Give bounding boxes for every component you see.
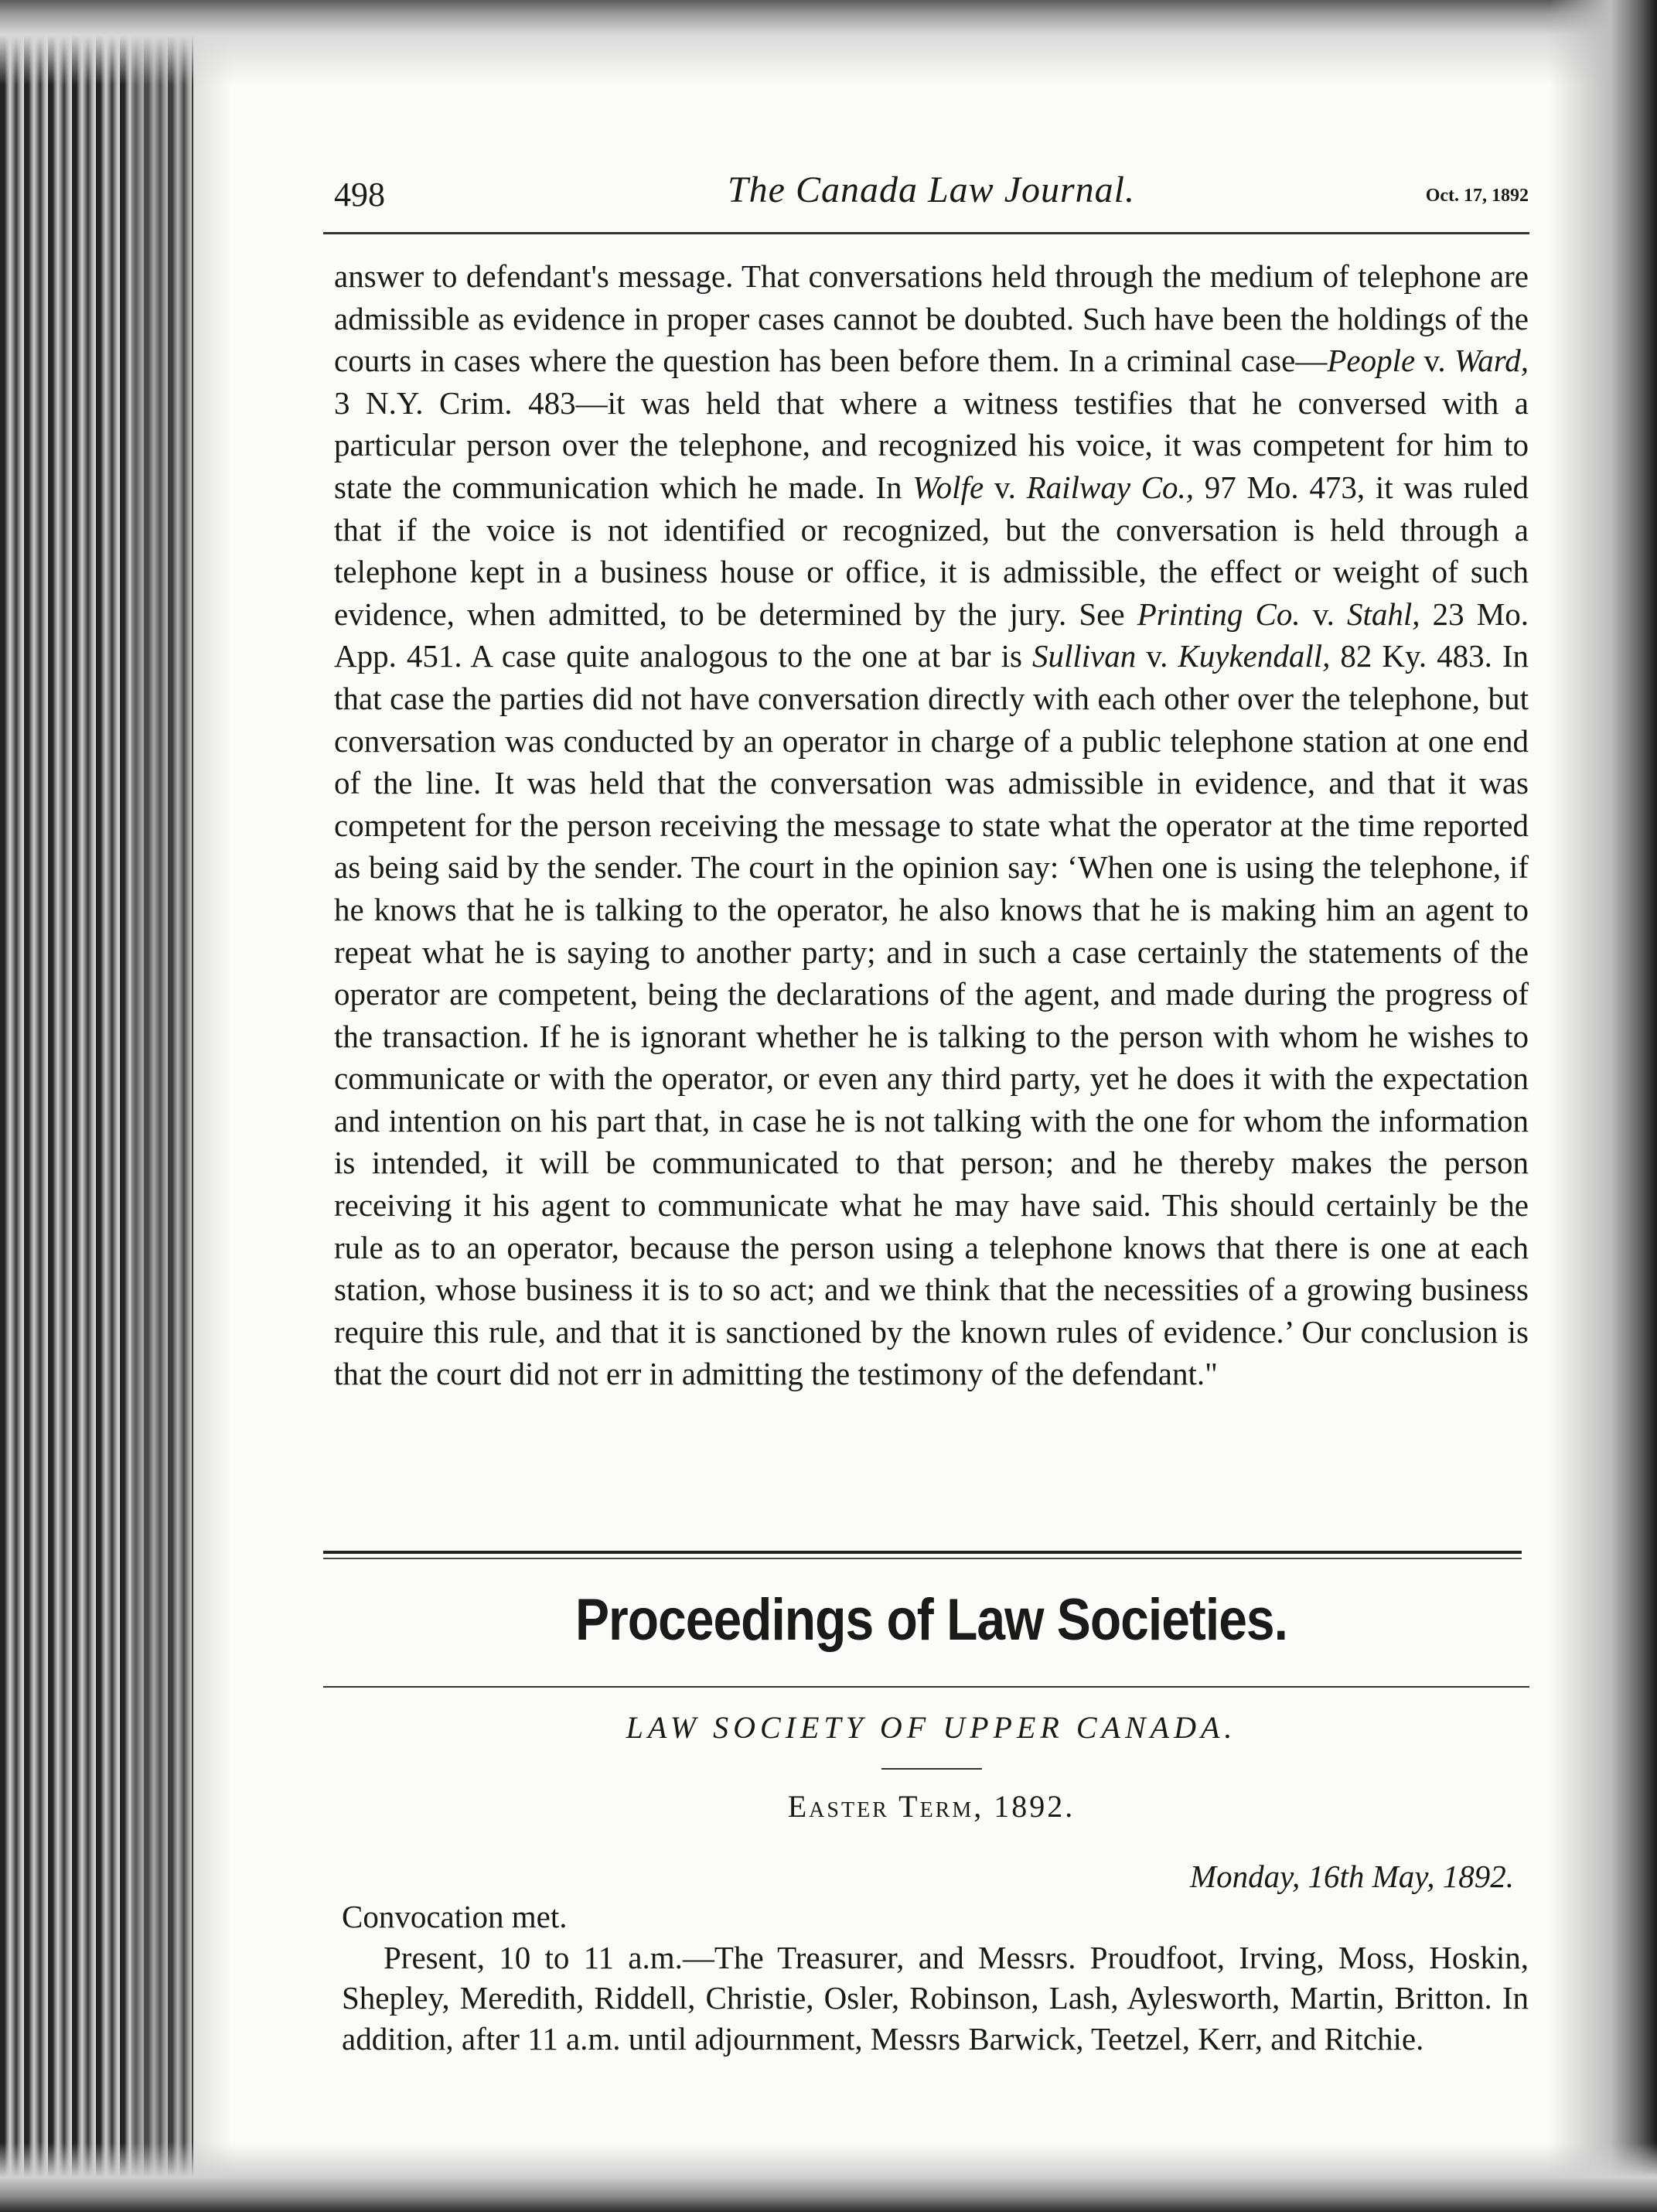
article-text: v. <box>1415 343 1454 379</box>
journal-title: The Canada Law Journal. <box>727 169 1136 210</box>
term-heading: Easter Term, 1892. <box>787 1789 1076 1824</box>
article-text: v. <box>1136 638 1178 674</box>
top-scan-edge <box>0 0 1657 85</box>
article-text: 82 Ky. 483. In that case the parties did not have conversation directly with each other over the telephone, but conversation was conducted by an operator in charge of a public telephone station at one end of the line. It was held that the conversation was admissible in evidence, and that it was competent for the person receiving the message to state what the operator at the time reported as being said by the sender. The court in the opinion say: ‘When one is using the telephone, if he knows that he is talking to the operator, he also knows that he is making him an agent to repeat what he is saying to another party; and in such a case certainly the statements of the operator are competent, being the declarations of the agent, and made during the progress of the transaction. If he is ignorant whether he is talking to the person with whom he wishes to communicate or with the operator, or even any third party, yet he does it with the expectation and intention on his part that, in case he is not talking with the one for whom the information is intended, it will be communicated to that person; and he thereby makes the person receiving it his agent to communicate what he may have said. This should certainly be the rule as to an operator, because the person using a telephone knows that there is one at each station, whose business it is to so act; and we think that the necessities of a growing business require this rule, and that it is sanctioned by the known rules of evidence.’ Our conclusion is that the court did not err in admitting the testimony of the defendant." <box>334 638 1529 1392</box>
section-divider-thick <box>323 1551 1522 1554</box>
right-scan-edge <box>1549 0 1657 2212</box>
short-rule <box>881 1768 982 1770</box>
society-name: LAW SOCIETY OF UPPER CANADA. <box>626 1710 1237 1745</box>
section-title: Proceedings of Law Societies. <box>575 1586 1287 1653</box>
page-number: 498 <box>334 176 385 213</box>
article-text: answer to defendant's message. That conversations held through the medium of telephone are admissible as evidence in proper cases cannot be doubted. Such have been the holdings of the courts in cases where the question has been before them. In a criminal case— <box>334 258 1529 379</box>
bottom-scan-edge <box>0 2142 1657 2212</box>
case-citation: Kuykendall, <box>1178 638 1331 674</box>
section-divider-thin <box>323 1558 1522 1559</box>
header-rule <box>323 232 1529 234</box>
article-text: 23 Mo. App. 451. A case quite analogous to the one at bar is <box>334 596 1529 674</box>
minutes-opening: Convocation met. <box>342 1899 568 1934</box>
case-citation: Printing Co. <box>1137 596 1301 632</box>
case-citation: Wolfe <box>912 469 984 505</box>
running-header <box>334 169 1529 223</box>
article-paragraph <box>334 255 1529 1395</box>
minutes-present: Present, 10 to 11 a.m.—The Treasurer, and Messrs. Proudfoot, Irving, Moss, Hoskin, Shepley, Meredith, Riddell, Christie, Osler, Robinson, Lash, Aylesworth, Martin, Britton. In addition, after 11 a.m. until adjournment, Messrs Barwick, Teetzel, Kerr, and Ritchie. <box>342 1939 1529 2057</box>
article-body <box>334 255 1529 1395</box>
binding-shadow <box>131 0 232 2212</box>
article-text: v. <box>984 469 1027 505</box>
case-citation: Sullivan <box>1031 638 1137 674</box>
header-date: Oct. 17, 1892 <box>1425 186 1529 206</box>
case-citation: Railway Co., <box>1026 469 1195 505</box>
article-text: 3 N.Y. Crim. 483—it was held that where a witness testifies that he conversed with a particular person over the telephone, and recognized his voice, it was competent for him to state the communication which he made. In <box>334 384 1529 505</box>
case-citation: Ward, <box>1454 343 1529 379</box>
meeting-date: Monday, 16th May, 1892. <box>1189 1859 1514 1894</box>
article-text: 97 Mo. 473, it was ruled that if the voice is not identified or recognized, but the conversation is held through a telephone kept in a business house or office, it is admissible, the effect or weight of such evidence, when admitted, to be determined by the jury. See <box>334 469 1529 632</box>
minutes <box>342 1896 1529 2059</box>
case-citation: Stahl, <box>1346 596 1420 632</box>
case-citation: People <box>1327 343 1416 379</box>
section-title-rule <box>323 1686 1529 1688</box>
article-text: v. <box>1300 596 1347 632</box>
